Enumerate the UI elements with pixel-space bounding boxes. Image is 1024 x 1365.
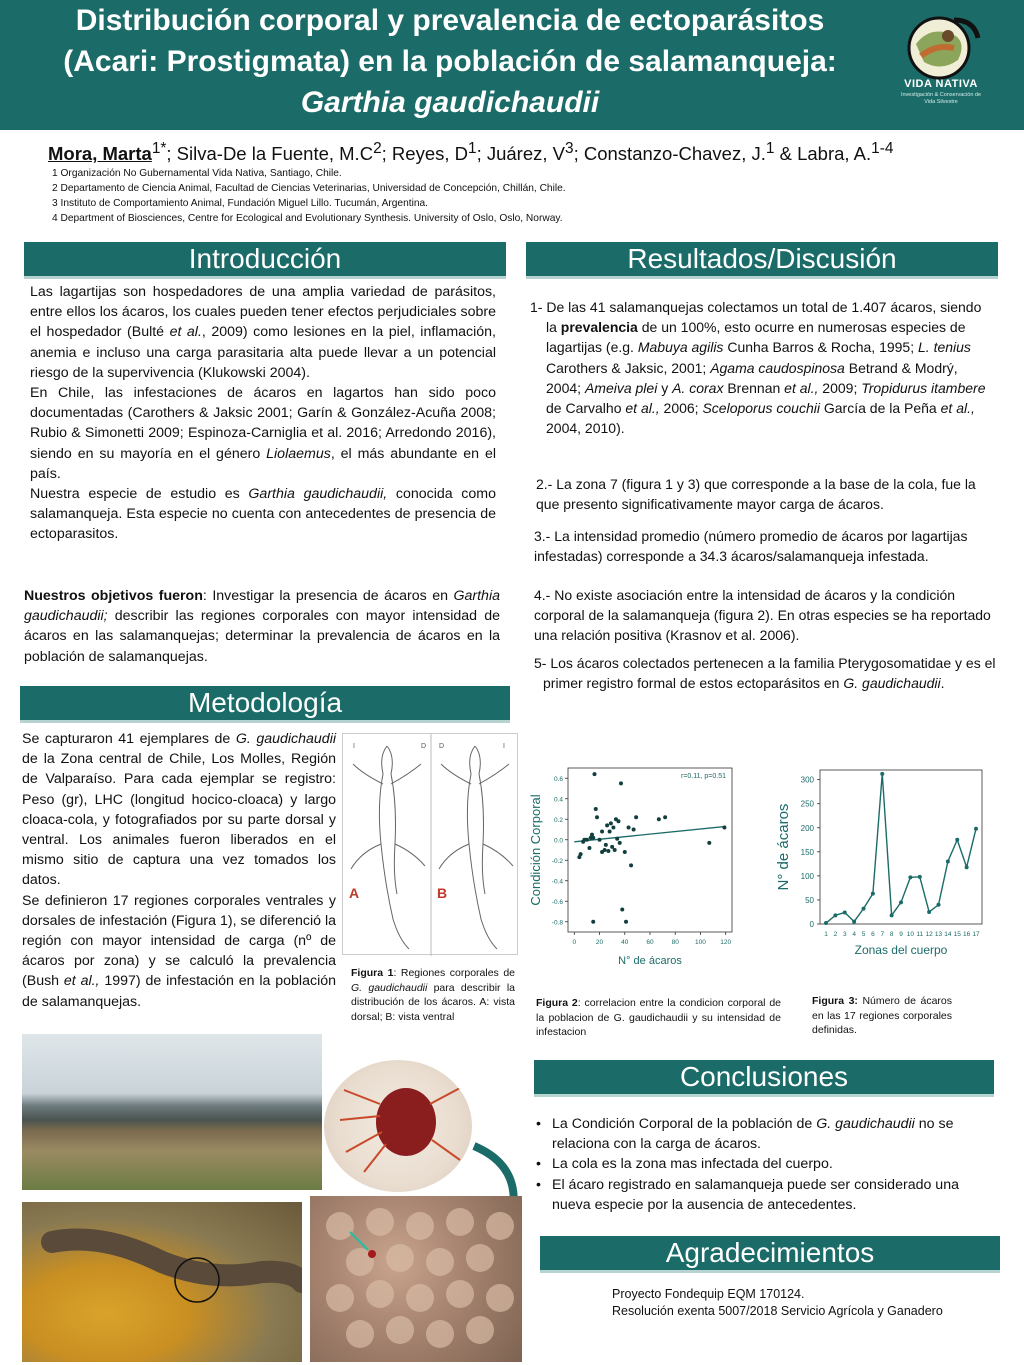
scatter-point	[620, 907, 624, 911]
conclusion-item	[536, 1154, 996, 1174]
scatter-y-tick-label: 0.2	[553, 816, 563, 824]
scatter-x-tick-label: 80	[671, 939, 679, 946]
scatter-point	[634, 815, 638, 819]
scatter-point	[598, 838, 602, 842]
line-y-tick-label: 300	[800, 775, 814, 785]
line-y-tick-label: 0	[809, 920, 814, 929]
conclusion-text: La cola es la zona mas infectada del cuerpo.	[552, 1156, 833, 1173]
methods-text	[22, 729, 336, 1012]
line-y-tick-label: 250	[800, 799, 814, 809]
line-x-tick-label: 4	[852, 931, 856, 938]
scatter-annotation: r=0.11, p=0.51	[680, 773, 726, 780]
scatter-point	[587, 846, 591, 850]
scatter-point	[722, 825, 726, 829]
objectives-text	[24, 586, 500, 667]
scatter-point	[619, 781, 623, 785]
line-x-tick-label: 11	[916, 931, 924, 938]
scatter-point	[707, 841, 711, 845]
poster-title	[0, 0, 900, 123]
line-point	[843, 910, 847, 914]
affiliation-3: 3 Instituto de Comportamiento Animal, Fundación Miguel Lillo. Tucumán, Argentina.	[52, 198, 429, 209]
result-3: 3.- La intensidad promedio (número promedio de ácaros por lagartijas infestadas) corresponde a 34.3 ácaros/salamanqueja infestada.	[534, 528, 968, 565]
line-point	[890, 913, 894, 917]
fig1-mark-d2: D	[439, 743, 445, 750]
methods-heading: Metodología	[20, 686, 510, 723]
scatter-point	[603, 848, 607, 852]
author-list	[48, 140, 893, 165]
line-point	[880, 772, 884, 776]
r5-italic: G. gaudichaudii	[843, 675, 941, 692]
line-x-tick-label: 17	[972, 931, 980, 938]
scatter-point	[618, 841, 622, 845]
scatter-point	[608, 830, 612, 834]
scatter-point	[585, 838, 589, 842]
figure-1-diagram	[342, 733, 518, 955]
fig3-cap-label: Figura 3:	[812, 995, 858, 1007]
intro-text	[30, 282, 496, 545]
figure-2-caption	[536, 996, 781, 1040]
methods-c: Se definieron 17 regiones corporales ventrales y dorsales de infestación (Figura 1), se diferenció la región con mayor intensidad de carga (nº de ácaros por zona) y se calculó la prevalencia (Bush	[22, 892, 336, 990]
conclusion-item	[536, 1175, 996, 1215]
authors-text: ; Juárez, V	[476, 143, 566, 165]
line-x-tick-label: 12	[925, 931, 933, 938]
intro-p2-italic: Liolaemus	[266, 445, 331, 462]
methods-d: 1997) de infestación en la población de salamanquejas.	[22, 973, 337, 1010]
methods-italic: G. gaudichaudii	[235, 731, 336, 747]
intro-p3: Nuestra especie de estudio es	[30, 486, 249, 503]
intro-p1-italic: et al.	[169, 324, 202, 341]
results-heading: Resultados/Discusión	[526, 242, 998, 279]
author-sup: 1	[765, 140, 775, 157]
scatter-x-tick-label: 20	[595, 939, 604, 946]
scatter-point	[616, 819, 620, 823]
scatter-x-label: N° de ácaros	[618, 955, 682, 967]
author-sup: 3	[565, 140, 574, 157]
line-point	[927, 910, 931, 914]
methods-italic-2: et al.,	[63, 973, 100, 990]
objectives-b: describir las regiones corporales con mayor intensidad de ácaros en las salamanquejas; determinar la prevalencia de ácaros en la población de salamanquejas.	[24, 608, 500, 665]
line-y-tick-label: 100	[800, 871, 814, 881]
r1-bold: prevalencia	[560, 319, 638, 336]
habitat-photo	[22, 1034, 322, 1190]
fig2-cap-text: : correlacion entre la condicion corporal de la poblacion de G. gaudichaudii y su intensidad de infestacion	[536, 997, 782, 1038]
scatter-point	[592, 772, 596, 776]
r1-italic: et al.,	[784, 379, 819, 396]
scatter-y-tick-label: -0.4	[551, 878, 563, 886]
conclusion-text: no se relaciona con la carga de ácaros.	[552, 1116, 954, 1153]
scatter-y-tick-label: -0.8	[551, 919, 563, 927]
line-point	[824, 921, 828, 925]
scatter-y-tick-label: 0.6	[553, 775, 563, 783]
r1-text: 1- De las 41 salamanquejas colectamos un total de 1.407 ácaros, siendo la	[530, 299, 982, 336]
lead-author: Mora, Marta	[48, 143, 152, 165]
r1-italic: Mabuya agilis	[637, 339, 724, 356]
scatter-x-tick-label: 100	[695, 939, 706, 946]
result-2: 2.- La zona 7 (figura 1 y 3) que corresponde a la base de la cola, fue la que presento significativamente mayor carga de ácaros.	[536, 476, 976, 513]
scatter-point	[632, 828, 636, 832]
intro-p1-end: , 2009) como lesiones en la piel, inflamación, anemia e incluso una carga parasitaria alta puede llevar a un potencial riesgo de la supervivencia (Klukowski 2004).	[30, 324, 496, 381]
r1-text: Brennan	[723, 379, 785, 396]
objectives-italic: Garthia gaudichaudii;	[24, 588, 500, 625]
scatter-point	[629, 863, 633, 867]
r1-text: Cunha Barros & Rocha, 1995;	[723, 339, 918, 356]
scatter-point	[609, 821, 613, 825]
r1-text: 2004, 2010).	[546, 420, 625, 437]
line-point	[871, 892, 875, 896]
ack-line-2: Resolución exenta 5007/2018 Servicio Agrícola y Ganadero	[612, 1304, 943, 1318]
conclusion-item	[536, 1114, 996, 1154]
fig1-label-b: B	[437, 885, 448, 901]
affiliation-1: 1 Organización No Gubernamental Vida Nativa, Santiago, Chile.	[52, 168, 342, 179]
intro-p2: En Chile, las infestaciones de ácaros en lagartos han sido poco documentadas (Carothers & Jaksic 2001; Garín & González-Acuña 2008; Rubio & Simonetti 2009; Espinoza-Carniglia et al. 2016; Arredondo 2016), siendo en su mayoría en el género	[30, 385, 496, 462]
line-point	[862, 907, 866, 911]
objectives-a: : Investigar la presencia de ácaros en	[202, 588, 454, 604]
line-point	[937, 903, 941, 907]
scatter-point	[624, 920, 628, 924]
line-y-tick-label: 50	[805, 895, 814, 905]
result-4: 4.- No existe asociación entre la intensidad de ácaros y la condición corporal de la salamanqueja (figura 2). En otras especies se ha reportado una relación positiva (Krasnov et al. 2006).	[534, 587, 991, 644]
scatter-y-tick-label: 0.4	[553, 796, 563, 804]
mite-photo	[324, 1060, 472, 1192]
r1-italic: Agama caudospinosa	[710, 359, 845, 376]
scatter-point	[591, 920, 595, 924]
scatter-x-tick-label: 40	[621, 939, 629, 946]
line-x-tick-label: 8	[889, 931, 894, 938]
scatter-point	[579, 852, 583, 856]
result-1	[530, 297, 992, 438]
title-line-1: Distribución corporal y prevalencia de ectoparásitos	[75, 4, 825, 37]
r1-text: García de la Peña	[819, 400, 941, 417]
figure-3-caption	[812, 994, 952, 1038]
authors-text: ; Constanzo-Chavez, J.	[573, 143, 766, 165]
intro-heading: Introducción	[24, 242, 506, 279]
scatter-point	[604, 843, 608, 847]
line-y-label: N° de ácaros	[775, 803, 792, 891]
fig1-mark-i: I	[353, 743, 355, 750]
intro-p3-italic: Garthia gaudichaudii,	[248, 486, 388, 503]
line-x-tick-label: 9	[899, 931, 903, 938]
r1-italic: Tropidurus itambere	[861, 379, 986, 396]
lead-author-sup: 1*	[151, 140, 167, 157]
r5-text: 5- Los ácaros colectados pertenecen a la familia Pterygosomatidae y es el primer registro formal de estos ectoparásitos en	[534, 655, 996, 692]
fig2-cap-label: Figura 2	[536, 997, 578, 1009]
affiliation-4: 4 Department of Biosciences, Centre for Ecological and Evolutionary Synthesis. University of Oslo, Oslo, Norway.	[52, 213, 563, 224]
line-y-tick-label: 150	[800, 847, 814, 857]
r1-text: de un 100%, esto ocurre en numerosas especies de lagartijas (e.g.	[546, 319, 966, 356]
logo-subtitle: Investigación & Conservación de Vida Silvestre	[900, 92, 982, 105]
line-x-tick-label: 7	[880, 931, 885, 938]
line-point	[955, 838, 959, 842]
line-point	[908, 875, 912, 879]
ack-line-1: Proyecto Fondequip EQM 170124.	[612, 1287, 805, 1301]
fig1-cap-label: Figura 1	[351, 967, 394, 979]
scatter-point	[595, 815, 599, 819]
scatter-point	[615, 837, 619, 841]
r1-italic: et al.,	[940, 400, 975, 417]
line-point	[974, 827, 978, 831]
line-x-tick-label: 3	[842, 931, 847, 938]
r5-end: .	[940, 675, 945, 692]
conclusion-text: El ácaro registrado en salamanqueja puede ser considerado una nueva especie por la ausencia de antecedentes.	[552, 1176, 959, 1213]
line-point	[833, 913, 837, 917]
scatter-frame	[568, 768, 732, 932]
figure-3-chart	[770, 762, 992, 967]
scatter-point	[627, 825, 631, 829]
scatter-y-tick-label: 0.0	[553, 837, 563, 845]
scatter-point	[594, 807, 598, 811]
authors-text: ; Silva-De la Fuente, M.C	[166, 143, 374, 165]
figure-2-chart	[524, 760, 746, 970]
methods-b: de la Zona central de Chile, Los Molles, Región de Valparaíso. Para cada ejemplar se registro: Peso (gr), LHC (longitud hocico-cloaca) y largo cloaca-cola, y fotografiados por su parte dorsal y ventral. Los animales fueron liberados en el mismo sitio de captura una vez tomados los datos.	[22, 751, 336, 889]
line-point	[852, 920, 856, 924]
line-x-tick-label: 6	[871, 931, 875, 938]
r1-text: Betrand & Modrý, 2004;	[546, 359, 958, 396]
line-x-label: Zonas del cuerpo	[854, 943, 948, 957]
scatter-point	[611, 825, 615, 829]
scatter-trend-line	[574, 826, 725, 841]
author-sup: 1	[468, 140, 477, 157]
line-point	[918, 875, 922, 879]
scatter-y-label: Condición Corporal	[528, 794, 543, 906]
fig1-cap-b: para describir la distribución de los ácaros. A: vista dorsal; B: vista ventral	[351, 981, 515, 1023]
scatter-point	[610, 845, 614, 849]
line-point	[946, 859, 950, 863]
conclusions-heading: Conclusiones	[534, 1060, 994, 1097]
line-x-tick-label: 13	[934, 931, 943, 938]
fig1-mark-d: D	[421, 743, 427, 750]
fig1-mark-i2: I	[503, 743, 505, 750]
acknowledgments-heading: Agradecimientos	[540, 1236, 1000, 1273]
conclusion-text: La Condición Corporal de la población de	[552, 1116, 817, 1132]
conclusion-italic: G. gaudichaudii	[816, 1116, 915, 1132]
objectives-label: Nuestros objetivos fueron	[24, 588, 203, 604]
methods-a: Se capturaron 41 ejemplares de	[22, 731, 236, 747]
r1-italic: L. tenius	[918, 339, 971, 356]
line-x-tick-label: 1	[824, 931, 828, 938]
fig1-cap-a: : Regiones corporales de	[393, 967, 515, 979]
fig1-label-a: A	[349, 885, 360, 901]
scatter-point	[613, 848, 617, 852]
r1-text: 2009;	[818, 379, 862, 396]
authors-text: ; Reyes, D	[381, 143, 468, 165]
author-sup: 1-4	[871, 140, 894, 157]
r1-italic: Sceloporus couchii	[702, 400, 820, 417]
r1-italic: Ameiva plei	[584, 379, 658, 396]
title-line-3: Garthia gaudichaudii	[300, 86, 600, 119]
line-x-tick-label: 15	[953, 931, 961, 938]
line-x-tick-label: 2	[833, 931, 838, 938]
line-x-tick-label: 10	[906, 931, 914, 938]
line-point	[899, 900, 903, 904]
r1-italic: et al.,	[625, 400, 660, 417]
r1-text: Carothers & Jaksic, 2001;	[546, 359, 711, 376]
authors-text: & Labra, A.	[774, 143, 872, 165]
intro-p3-end: conocida como salamanqueja. Esta especie no cuenta con antecedentes de presencia de ectoparasitos.	[30, 486, 496, 543]
scatter-point	[606, 849, 610, 853]
intro-p2-end: , el más abundante en el país.	[30, 445, 496, 482]
affiliation-2: 2 Departamento de Ciencia Animal, Facultad de Ciencias Veterinarias, Universidad de Concepción, Chillán, Chile.	[52, 183, 566, 194]
scatter-y-tick-label: -0.2	[551, 857, 563, 865]
scatter-point	[605, 823, 609, 827]
acknowledgments-text	[612, 1286, 943, 1320]
scatter-point	[591, 836, 595, 840]
scatter-x-tick-label: 60	[646, 939, 654, 946]
r1-text: 2006;	[659, 400, 703, 417]
line-y-tick-label: 200	[800, 823, 814, 833]
title-line-2: (Acari: Prostigmata) en la población de salamanqueja:	[63, 45, 837, 78]
scatter-point	[623, 850, 627, 854]
fig1-cap-italic: G. gaudichaudii	[351, 981, 428, 994]
result-5	[534, 653, 996, 693]
line-x-tick-label: 5	[861, 931, 866, 938]
line-x-tick-label: 16	[963, 931, 971, 938]
scatter-x-tick-label: 120	[720, 939, 732, 946]
line-x-tick-label: 14	[944, 931, 952, 938]
fig3-cap-text: Número de ácaros en las 17 regiones corporales definidas.	[812, 995, 952, 1036]
scatter-point	[663, 815, 667, 819]
r1-text: y	[657, 379, 673, 396]
figure-1-caption	[351, 966, 515, 1024]
gecko-photo	[22, 1202, 302, 1362]
scatter-y-tick-label: -0.6	[551, 898, 563, 906]
scatter-point	[600, 830, 604, 834]
intro-p1: Las lagartijas son hospedadores de una amplia variedad de parásitos, entre ellos los ácaros, los cuales pueden tener efectos perjudiciales sobre el hospedador (Bulté	[30, 284, 496, 341]
r1-italic: A. corax	[672, 379, 724, 396]
scatter-x-tick-label: 0	[572, 939, 577, 946]
r1-text: de Carvalho	[546, 400, 626, 417]
conclusions-list	[536, 1114, 996, 1215]
logo-text: VIDA NATIVA	[904, 78, 978, 90]
scatter-point	[657, 817, 661, 821]
line-point	[965, 865, 969, 869]
mite-closeup-photo	[310, 1196, 522, 1362]
author-sup: 2	[373, 140, 382, 157]
